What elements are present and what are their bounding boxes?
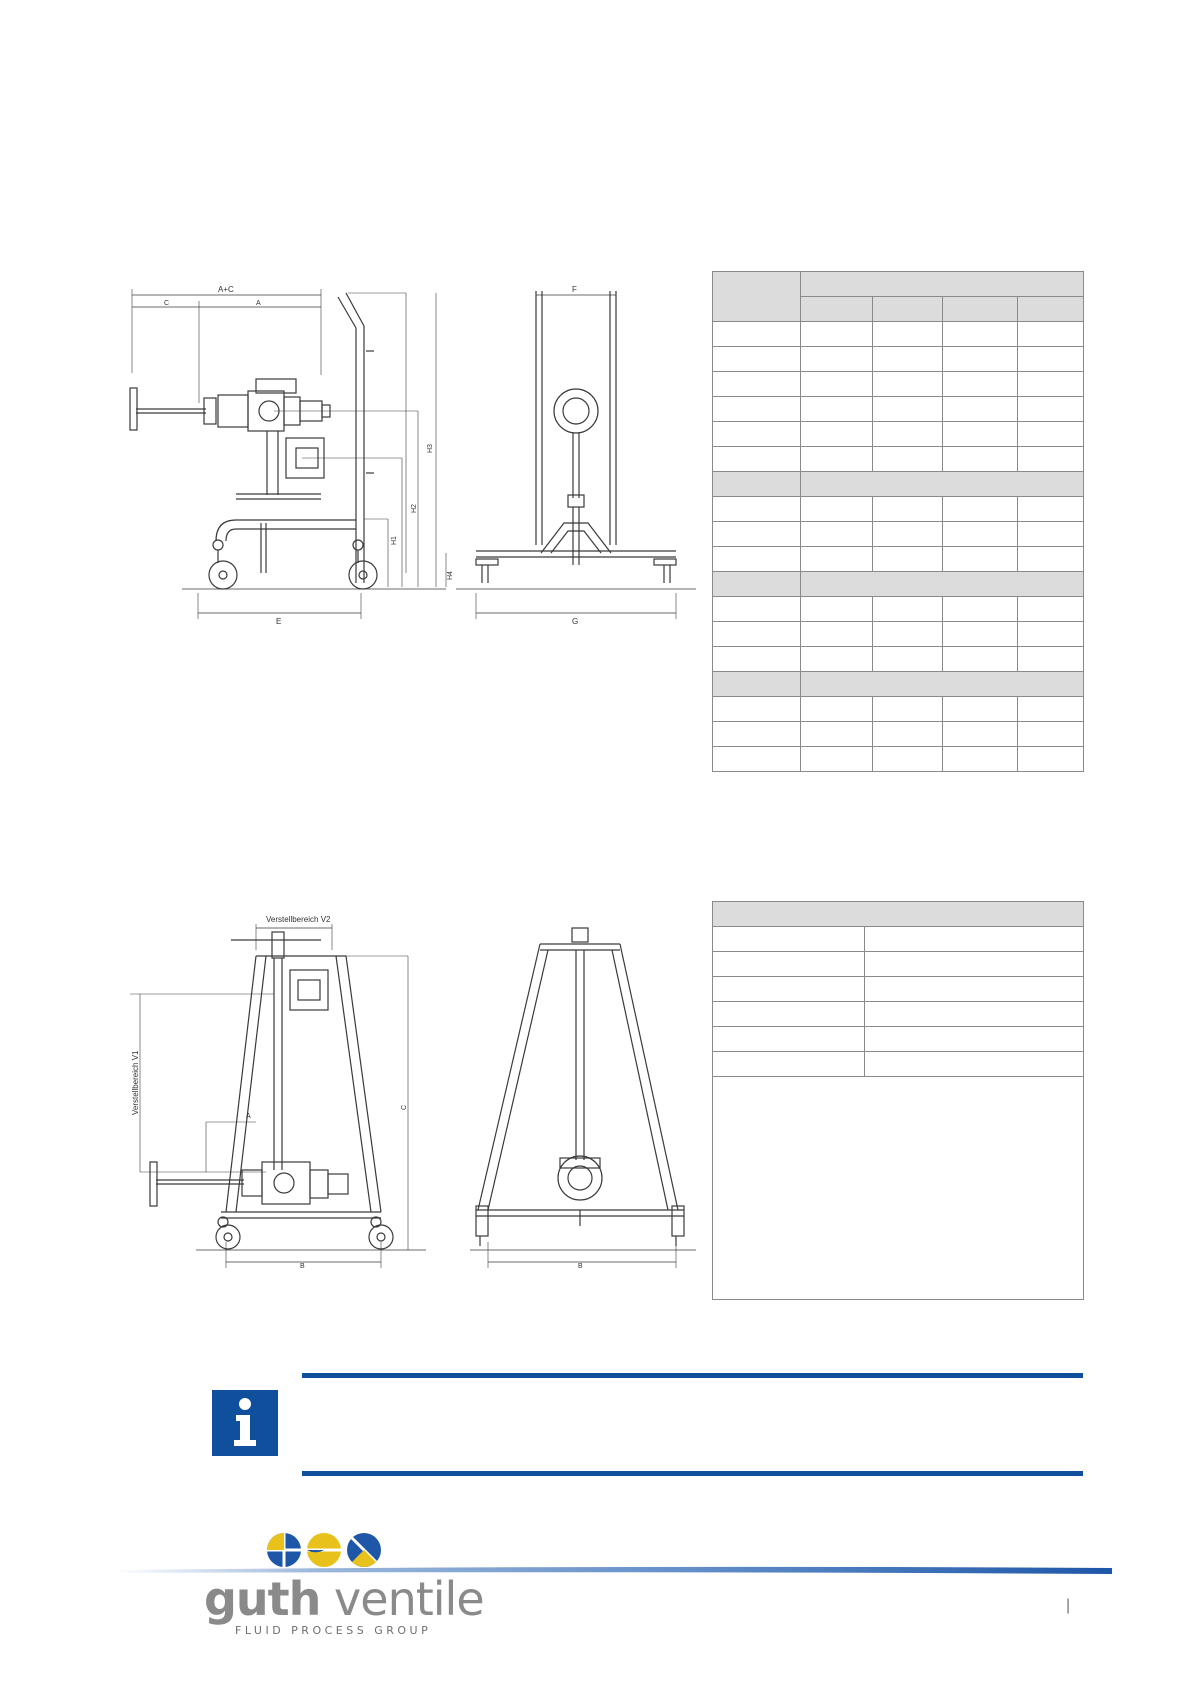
table-cell <box>801 397 873 422</box>
table-row <box>713 547 1084 572</box>
table-cell <box>873 397 943 422</box>
table-cell <box>801 697 873 722</box>
table-cell <box>801 522 873 547</box>
table-cell <box>1018 447 1084 472</box>
table-cell <box>1018 497 1084 522</box>
table-subheader-cell <box>801 297 873 322</box>
table-cell <box>943 372 1018 397</box>
info-rule-bottom <box>302 1471 1083 1476</box>
table-row <box>713 347 1084 372</box>
table-header-span <box>801 272 1084 297</box>
dim-a: A <box>256 300 261 307</box>
table-cell <box>865 952 1084 977</box>
dim-c: C <box>164 300 170 307</box>
table-cell <box>1018 747 1084 772</box>
table-cell <box>865 927 1084 952</box>
table-cell <box>943 322 1018 347</box>
table-group-cell <box>713 672 801 697</box>
table-cell <box>1018 347 1084 372</box>
table-row <box>713 722 1084 747</box>
table-cell <box>943 697 1018 722</box>
table-header-span <box>713 902 1084 927</box>
brand-tagline: FLUID PROCESS GROUP <box>235 1624 432 1637</box>
table-subheader-cell <box>873 297 943 322</box>
table-cell <box>1018 697 1084 722</box>
table-cell <box>801 447 873 472</box>
table-cell <box>873 322 943 347</box>
dim-c-2: C <box>401 1104 408 1110</box>
table-subheader-cell <box>943 297 1018 322</box>
drawing-1-front-view <box>456 283 696 628</box>
logo-mark-3 <box>347 1533 381 1567</box>
table-cell <box>873 422 943 447</box>
drawing-1-side-view <box>126 283 456 628</box>
table-cell <box>1018 547 1084 572</box>
dim-h2: H2 <box>411 504 418 513</box>
table-cell <box>713 977 865 1002</box>
table-cell <box>801 372 873 397</box>
table-header-row <box>713 272 1084 297</box>
brand-name-bold: guth <box>204 1572 321 1626</box>
table-cell <box>801 547 873 572</box>
brand-logo <box>204 1574 484 1638</box>
table-cell <box>873 697 943 722</box>
table-row <box>713 927 1084 952</box>
table-cell <box>801 347 873 372</box>
table-group-cell <box>713 572 801 597</box>
table-cell <box>873 622 943 647</box>
table-cell <box>943 422 1018 447</box>
table-cell <box>865 1027 1084 1052</box>
table-cell <box>713 597 801 622</box>
table-cell <box>1018 647 1084 672</box>
table-row <box>713 977 1084 1002</box>
table-cell <box>713 927 865 952</box>
dim-e: E <box>276 617 282 626</box>
table-cell <box>1018 322 1084 347</box>
table-cell <box>943 347 1018 372</box>
table-cell <box>943 447 1018 472</box>
logo-marks <box>266 1530 382 1575</box>
dim-g: G <box>572 617 579 626</box>
table-cell <box>713 747 801 772</box>
table-row <box>713 522 1084 547</box>
table-cell <box>713 547 801 572</box>
table-cell <box>873 647 943 672</box>
table-row <box>713 322 1084 347</box>
table-cell <box>713 1052 865 1077</box>
info-rule-top <box>302 1373 1083 1378</box>
table-subheader-cell <box>1018 297 1084 322</box>
table-cell <box>873 372 943 397</box>
dimensions-table <box>712 271 1084 772</box>
logo-mark-2 <box>307 1533 341 1567</box>
table-cell <box>1018 597 1084 622</box>
table-cell <box>713 1002 865 1027</box>
table-cell <box>873 447 943 472</box>
footer-swoosh <box>114 1562 1112 1572</box>
table-cell <box>943 647 1018 672</box>
table-cell <box>713 497 801 522</box>
table-cell <box>1018 722 1084 747</box>
page-number: | <box>1066 1597 1071 1614</box>
brand-name-light: ventile <box>320 1572 484 1626</box>
table-cell <box>943 547 1018 572</box>
table-row <box>713 372 1084 397</box>
table-cell <box>943 522 1018 547</box>
table-cell <box>865 1002 1084 1027</box>
table-row <box>713 597 1084 622</box>
dim-f: F <box>572 285 577 294</box>
table-group-span <box>801 472 1084 497</box>
table-cell <box>943 597 1018 622</box>
table-cell <box>943 722 1018 747</box>
table-corner-cell <box>713 272 801 322</box>
table-row <box>713 422 1084 447</box>
table-cell <box>873 497 943 522</box>
table-row <box>713 1052 1084 1077</box>
table-cell <box>873 722 943 747</box>
table-cell <box>1018 622 1084 647</box>
table-cell <box>713 722 801 747</box>
table-cell <box>1018 522 1084 547</box>
table-cell <box>713 397 801 422</box>
table-cell <box>801 497 873 522</box>
table-cell <box>713 697 801 722</box>
table-row <box>713 647 1084 672</box>
table-cell <box>943 497 1018 522</box>
dim-h3: H3 <box>427 444 434 453</box>
table-group-row <box>713 672 1084 697</box>
table-cell <box>943 397 1018 422</box>
table-cell <box>801 322 873 347</box>
info-icon <box>212 1390 278 1456</box>
table-row <box>713 747 1084 772</box>
table-cell <box>943 747 1018 772</box>
table-header-row <box>713 902 1084 927</box>
table-cell <box>801 747 873 772</box>
table-group-cell <box>713 472 801 497</box>
table-cell <box>943 622 1018 647</box>
dim-h4: H4 <box>447 571 454 580</box>
table-cell <box>713 622 801 647</box>
dim-a-2: A <box>246 1113 251 1120</box>
table-cell <box>1018 397 1084 422</box>
table-cell <box>1018 422 1084 447</box>
table-cell <box>873 747 943 772</box>
table-row <box>713 447 1084 472</box>
table-cell <box>713 447 801 472</box>
dim-h1: H1 <box>391 536 398 545</box>
table-cell <box>865 977 1084 1002</box>
table-cell <box>873 347 943 372</box>
table-cell <box>801 647 873 672</box>
table-cell <box>713 952 865 977</box>
table-row <box>713 622 1084 647</box>
table-cell <box>713 522 801 547</box>
table-cell <box>713 647 801 672</box>
table-group-span <box>801 572 1084 597</box>
table-row <box>713 952 1084 977</box>
table-cell <box>713 322 801 347</box>
adjustment-table <box>712 901 1084 1300</box>
table-cell <box>801 422 873 447</box>
table-row <box>713 1002 1084 1027</box>
table-cell <box>713 1027 865 1052</box>
logo-mark-1 <box>267 1533 301 1567</box>
table-cell <box>873 547 943 572</box>
table-cell <box>801 597 873 622</box>
table-cell <box>873 597 943 622</box>
dim-v2: Verstellbereich V2 <box>266 915 331 924</box>
dim-b-right: B <box>578 1263 583 1270</box>
brand-wordmark <box>204 1574 484 1624</box>
dim-b-left: B <box>300 1263 305 1270</box>
table-cell <box>801 722 873 747</box>
table-cell <box>1018 372 1084 397</box>
table-group-row <box>713 572 1084 597</box>
table-group-row <box>713 472 1084 497</box>
table-row <box>713 397 1084 422</box>
table-notes-cell <box>713 1077 1084 1300</box>
table-cell <box>801 622 873 647</box>
dim-a-plus-c: A+C <box>218 285 234 294</box>
table-cell <box>713 347 801 372</box>
table-notes-row <box>713 1077 1084 1300</box>
table-row <box>713 1027 1084 1052</box>
drawing-2-front-view <box>470 910 696 1270</box>
table-cell <box>713 372 801 397</box>
table-row <box>713 497 1084 522</box>
table-cell <box>873 522 943 547</box>
table-cell <box>713 422 801 447</box>
table-cell <box>865 1052 1084 1077</box>
drawing-2-side-view <box>126 910 426 1270</box>
table-group-span <box>801 672 1084 697</box>
table-row <box>713 697 1084 722</box>
dim-v1: Verstellbereich V1 <box>131 1050 140 1115</box>
